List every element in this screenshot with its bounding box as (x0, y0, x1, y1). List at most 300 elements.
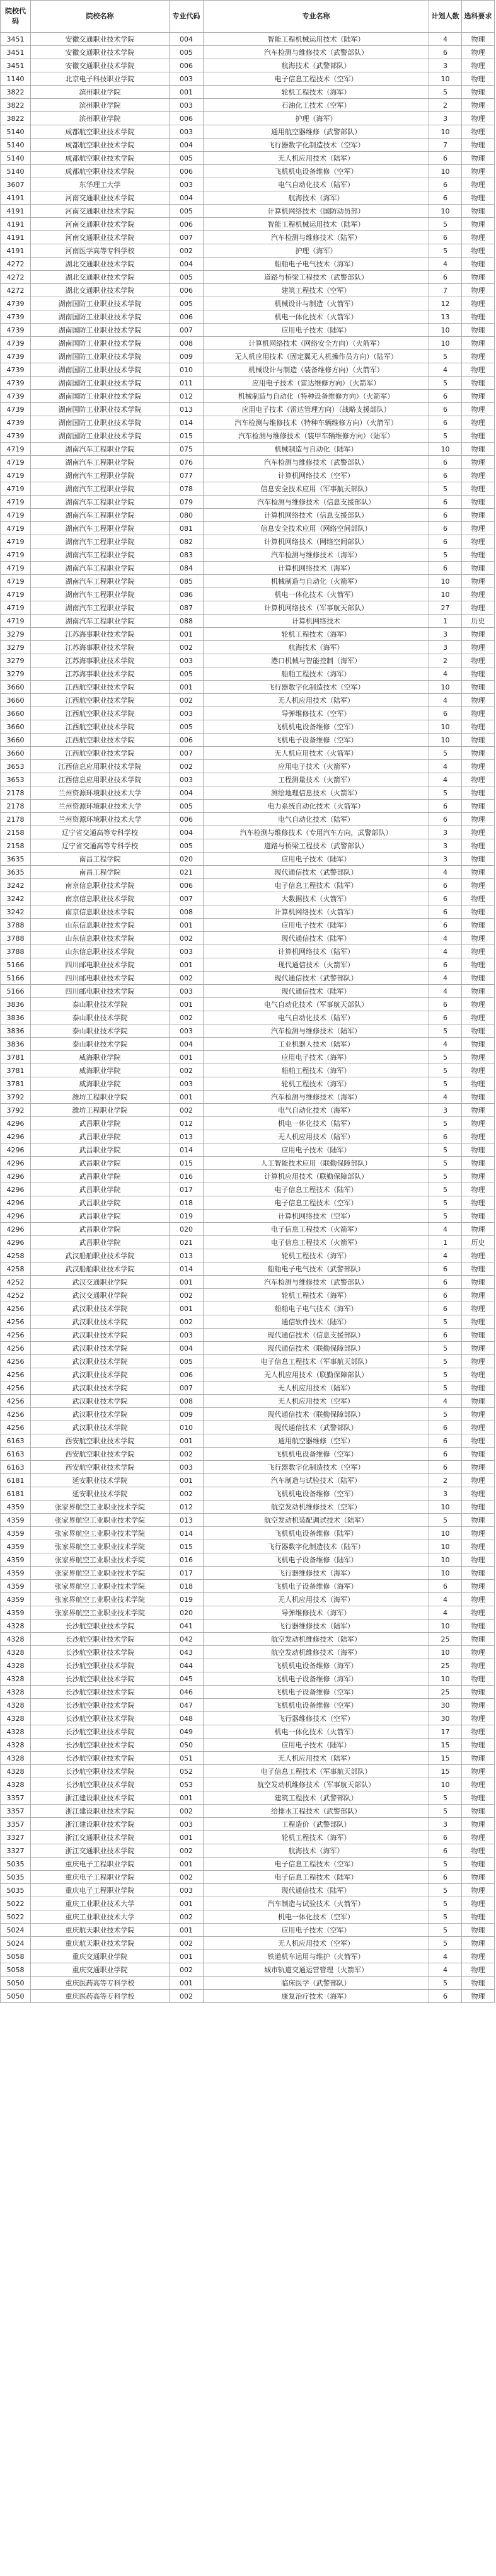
school-code-cell: 5166 (1, 985, 31, 998)
subject-requirement-cell: 物理 (462, 1091, 495, 1104)
major-code-cell: 002 (170, 1805, 204, 1818)
subject-requirement-cell: 物理 (462, 1580, 495, 1593)
major-name-cell: 电子信息工程技术（空军） (204, 72, 429, 86)
subject-requirement-cell: 物理 (462, 244, 495, 258)
subject-requirement-cell: 物理 (462, 1342, 495, 1355)
major-name-cell: 电子信息工程技术（军事航天部队） (204, 1355, 429, 1368)
table-row (1, 1950, 495, 1963)
plan-count-cell: 5 (429, 1382, 462, 1395)
school-code-cell: 5140 (1, 152, 31, 165)
major-name-cell: 现代通信技术（火箭军） (204, 958, 429, 972)
table-row (1, 99, 495, 112)
major-code-cell: 007 (170, 892, 204, 905)
subject-requirement-cell: 物理 (462, 1223, 495, 1236)
plan-count-cell: 10 (429, 1672, 462, 1686)
major-code-cell: 001 (170, 1051, 204, 1064)
major-code-cell: 012 (170, 390, 204, 403)
plan-count-cell: 5 (429, 429, 462, 443)
table-row (1, 1514, 495, 1527)
table-row (1, 1342, 495, 1355)
major-name-cell: 工业机器人技术（陆军） (204, 1038, 429, 1051)
school-name-cell: 武汉职业技术学院 (31, 1395, 170, 1408)
school-code-cell: 4256 (1, 1315, 31, 1329)
major-name-cell: 应用电子技术（雷达维修方向）（火箭军） (204, 377, 429, 390)
subject-requirement-cell: 物理 (462, 972, 495, 985)
plan-count-cell: 3 (429, 641, 462, 654)
table-row (1, 1262, 495, 1276)
subject-requirement-cell: 物理 (462, 535, 495, 548)
school-name-cell: 泰山职业技术学院 (31, 1038, 170, 1051)
plan-count-cell: 6 (429, 1130, 462, 1143)
subject-requirement-cell: 物理 (462, 1937, 495, 1950)
school-name-cell: 威海职业学院 (31, 1077, 170, 1091)
school-code-cell: 5035 (1, 1884, 31, 1897)
major-code-cell: 007 (170, 324, 204, 337)
major-name-cell: 电子信息工程技术（火箭军） (204, 1223, 429, 1236)
table-row (1, 1395, 495, 1408)
school-code-cell: 4719 (1, 601, 31, 615)
school-code-cell: 4359 (1, 1606, 31, 1620)
major-code-cell: 002 (170, 1990, 204, 2003)
subject-requirement-cell: 物理 (462, 707, 495, 720)
table-row (1, 1461, 495, 1474)
plan-count-cell: 6 (429, 152, 462, 165)
school-name-cell: 成都航空职业技术学院 (31, 125, 170, 139)
subject-requirement-cell: 物理 (462, 33, 495, 46)
subject-requirement-cell: 物理 (462, 1051, 495, 1064)
major-code-cell: 003 (170, 1329, 204, 1342)
major-name-cell: 导弹维修技术（空军） (204, 707, 429, 720)
school-code-cell: 5022 (1, 1910, 31, 1924)
school-name-cell: 武汉职业技术学院 (31, 1421, 170, 1434)
major-code-cell: 084 (170, 562, 204, 575)
plan-count-cell: 6 (429, 1421, 462, 1434)
table-row (1, 800, 495, 813)
subject-requirement-cell: 物理 (462, 1157, 495, 1170)
school-name-cell: 湖南国防工业职业技术学院 (31, 429, 170, 443)
table-row (1, 1884, 495, 1897)
plan-count-cell: 2 (429, 99, 462, 112)
plan-count-cell: 4 (429, 866, 462, 879)
subject-requirement-cell: 物理 (462, 1382, 495, 1395)
school-name-cell: 长沙航空职业技术学院 (31, 1659, 170, 1672)
major-code-cell: 005 (170, 1355, 204, 1368)
table-row (1, 509, 495, 522)
school-name-cell: 南京信息职业技术学院 (31, 905, 170, 919)
major-code-cell: 001 (170, 1791, 204, 1805)
major-name-cell: 汽车检测与维修技术（信息支援部队） (204, 496, 429, 509)
plan-count-cell: 2 (429, 1474, 462, 1487)
plan-count-cell: 5 (429, 1408, 462, 1421)
major-code-cell: 080 (170, 509, 204, 522)
school-code-cell: 3327 (1, 1831, 31, 1844)
school-code-cell: 4256 (1, 1408, 31, 1421)
school-name-cell: 武汉职业技术学院 (31, 1355, 170, 1368)
major-name-cell: 现代通信技术（联勤保障部队） (204, 1342, 429, 1355)
table-row (1, 337, 495, 350)
major-code-cell: 042 (170, 1633, 204, 1646)
school-code-cell: 4739 (1, 337, 31, 350)
major-name-cell: 航海技术（武警部队） (204, 59, 429, 72)
major-code-cell: 004 (170, 258, 204, 271)
major-code-cell: 005 (170, 271, 204, 284)
plan-count-cell: 5 (429, 1064, 462, 1077)
subject-requirement-cell: 物理 (462, 1990, 495, 2003)
school-name-cell: 威海职业学院 (31, 1051, 170, 1064)
major-code-cell: 045 (170, 1672, 204, 1686)
school-name-cell: 泰山职业技术学院 (31, 1011, 170, 1024)
school-code-cell: 2178 (1, 800, 31, 813)
major-code-cell: 014 (170, 1262, 204, 1276)
subject-requirement-cell: 物理 (462, 932, 495, 945)
school-code-cell: 3792 (1, 1104, 31, 1117)
school-code-cell: 4258 (1, 1262, 31, 1276)
subject-requirement-cell: 物理 (462, 152, 495, 165)
subject-requirement-cell: 物理 (462, 1725, 495, 1739)
school-name-cell: 武汉职业技术学院 (31, 1382, 170, 1395)
major-name-cell: 电子信息工程技术（空军） (204, 1858, 429, 1871)
school-name-cell: 湖南汽车工程职业学院 (31, 456, 170, 469)
school-code-cell: 5024 (1, 1924, 31, 1937)
school-name-cell: 成都航空职业技术学院 (31, 165, 170, 178)
plan-count-cell: 10 (429, 1527, 462, 1540)
major-code-cell: 001 (170, 919, 204, 932)
plan-count-cell: 6 (429, 905, 462, 919)
major-name-cell: 城市轨道交通运营管理（火箭军） (204, 1963, 429, 1977)
major-code-cell: 008 (170, 337, 204, 350)
major-name-cell: 计算机网络技术（网络安全方向）（火箭军） (204, 337, 429, 350)
school-name-cell: 长沙航空职业技术学院 (31, 1672, 170, 1686)
school-code-cell: 3660 (1, 694, 31, 707)
school-name-cell: 湖南汽车工程职业学院 (31, 562, 170, 575)
major-name-cell: 航空发动机维修技术（陆军） (204, 1633, 429, 1646)
table-row (1, 125, 495, 139)
table-row (1, 218, 495, 231)
table-row (1, 244, 495, 258)
school-name-cell: 武汉职业技术学院 (31, 1315, 170, 1329)
major-name-cell: 现代通信技术（陆军） (204, 1884, 429, 1897)
subject-requirement-cell: 物理 (462, 191, 495, 205)
school-name-cell: 湖南汽车工程职业学院 (31, 615, 170, 628)
school-code-cell: 4328 (1, 1646, 31, 1659)
major-code-cell: 014 (170, 416, 204, 429)
school-name-cell: 河南交通职业技术学院 (31, 191, 170, 205)
major-name-cell: 汽车检测与维修技术（海军） (204, 1091, 429, 1104)
header-school-name: 院校名称 (31, 1, 170, 33)
major-code-cell: 021 (170, 866, 204, 879)
subject-requirement-cell: 物理 (462, 1355, 495, 1368)
subject-requirement-cell: 物理 (462, 1884, 495, 1897)
major-name-cell: 应用电子技术（火箭军） (204, 760, 429, 773)
major-name-cell: 现代通信技术（陆军） (204, 985, 429, 998)
school-name-cell: 武昌职业学院 (31, 1170, 170, 1183)
plan-count-cell: 5 (429, 1937, 462, 1950)
subject-requirement-cell: 物理 (462, 218, 495, 231)
table-row (1, 1527, 495, 1540)
major-name-cell: 护理（海军） (204, 244, 429, 258)
table-row (1, 33, 495, 46)
school-code-cell: 4719 (1, 522, 31, 535)
table-row (1, 1064, 495, 1077)
table-row (1, 958, 495, 972)
major-name-cell: 人工智能技术应用（联勤保障部队） (204, 1157, 429, 1170)
school-name-cell: 张家界航空工业职业技术学院 (31, 1567, 170, 1580)
school-name-cell: 重庆电子工程职业学院 (31, 1871, 170, 1884)
major-code-cell: 019 (170, 1593, 204, 1606)
major-name-cell: 机电一体化技术（火箭军） (204, 588, 429, 601)
subject-requirement-cell: 物理 (462, 1117, 495, 1130)
major-code-cell: 004 (170, 139, 204, 152)
major-name-cell: 康复治疗技术（海军） (204, 1990, 429, 2003)
subject-requirement-cell: 物理 (462, 1818, 495, 1831)
table-row (1, 1871, 495, 1884)
table-row (1, 562, 495, 575)
plan-count-cell: 5 (429, 548, 462, 562)
subject-requirement-cell: 物理 (462, 178, 495, 191)
table-row (1, 853, 495, 866)
school-code-cell: 4256 (1, 1382, 31, 1395)
school-code-cell: 3279 (1, 654, 31, 667)
plan-count-cell: 6 (429, 958, 462, 972)
school-name-cell: 延安职业技术学院 (31, 1474, 170, 1487)
subject-requirement-cell: 物理 (462, 1831, 495, 1844)
major-name-cell: 现代通信技术（武警部队） (204, 972, 429, 985)
major-code-cell: 005 (170, 667, 204, 681)
school-name-cell: 武汉职业技术学院 (31, 1342, 170, 1355)
subject-requirement-cell: 物理 (462, 429, 495, 443)
school-name-cell: 湖南国防工业职业技术学院 (31, 310, 170, 324)
school-code-cell: 4328 (1, 1778, 31, 1791)
major-name-cell: 计算机网络技术 (204, 615, 429, 628)
school-name-cell: 湖南国防工业职业技术学院 (31, 337, 170, 350)
major-code-cell: 001 (170, 1924, 204, 1937)
subject-requirement-cell: 物理 (462, 1752, 495, 1765)
major-name-cell: 计算机网络技术（火箭军） (204, 905, 429, 919)
plan-count-cell: 6 (429, 522, 462, 535)
plan-count-cell: 6 (429, 1302, 462, 1315)
subject-requirement-cell: 物理 (462, 377, 495, 390)
school-code-cell: 1140 (1, 72, 31, 86)
school-code-cell: 4328 (1, 1712, 31, 1725)
table-row (1, 615, 495, 628)
plan-count-cell: 6 (429, 1871, 462, 1884)
plan-count-cell: 5 (429, 1170, 462, 1183)
school-code-cell: 4272 (1, 284, 31, 297)
school-name-cell: 张家界航空工业职业技术学院 (31, 1593, 170, 1606)
major-code-cell: 079 (170, 496, 204, 509)
major-code-cell: 001 (170, 1858, 204, 1871)
school-name-cell: 武昌职业学院 (31, 1210, 170, 1223)
school-name-cell: 湖北交通职业技术学院 (31, 271, 170, 284)
table-row (1, 879, 495, 892)
plan-count-cell: 5 (429, 1024, 462, 1038)
major-name-cell: 飞机机电设备维修（空军） (204, 1699, 429, 1712)
major-name-cell: 机械制造与自动化（特种设备维修方向）（火箭军） (204, 390, 429, 403)
major-name-cell: 机电一体化技术（火箭军） (204, 1725, 429, 1739)
table-row (1, 720, 495, 734)
major-code-cell: 003 (170, 945, 204, 958)
subject-requirement-cell: 物理 (462, 813, 495, 826)
plan-count-cell: 5 (429, 1514, 462, 1527)
school-name-cell: 湖南汽车工程职业学院 (31, 509, 170, 522)
subject-requirement-cell: 物理 (462, 1593, 495, 1606)
school-code-cell: 4739 (1, 403, 31, 416)
subject-requirement-cell: 物理 (462, 310, 495, 324)
major-name-cell: 信息安全技术应用（网络空间部队） (204, 522, 429, 535)
major-code-cell: 081 (170, 522, 204, 535)
school-code-cell: 4359 (1, 1553, 31, 1567)
school-code-cell: 3660 (1, 720, 31, 734)
school-code-cell: 4191 (1, 205, 31, 218)
subject-requirement-cell: 物理 (462, 1672, 495, 1686)
subject-requirement-cell: 物理 (462, 72, 495, 86)
table-row (1, 1183, 495, 1196)
school-code-cell: 4296 (1, 1117, 31, 1130)
plan-count-cell: 5 (429, 1805, 462, 1818)
school-code-cell: 4328 (1, 1752, 31, 1765)
school-code-cell: 5140 (1, 125, 31, 139)
table-row (1, 363, 495, 377)
subject-requirement-cell: 物理 (462, 985, 495, 998)
school-name-cell: 江西航空职业技术学院 (31, 747, 170, 760)
school-code-cell: 3451 (1, 46, 31, 59)
subject-requirement-cell: 物理 (462, 139, 495, 152)
major-code-cell: 002 (170, 244, 204, 258)
school-name-cell: 安徽交通职业技术学院 (31, 46, 170, 59)
major-code-cell: 006 (170, 112, 204, 125)
table-row (1, 985, 495, 998)
plan-count-cell: 15 (429, 1765, 462, 1778)
school-code-cell: 4719 (1, 535, 31, 548)
school-name-cell: 重庆工业职业技术大学 (31, 1897, 170, 1910)
school-code-cell: 4719 (1, 548, 31, 562)
school-name-cell: 重庆医药高等专科学校 (31, 1977, 170, 1990)
plan-count-cell: 6 (429, 919, 462, 932)
subject-requirement-cell: 物理 (462, 403, 495, 416)
major-name-cell: 给排水工程技术（武警部队） (204, 1805, 429, 1818)
plan-count-cell: 4 (429, 1091, 462, 1104)
table-row (1, 1990, 495, 2003)
school-name-cell: 武昌职业学院 (31, 1143, 170, 1157)
plan-count-cell: 4 (429, 363, 462, 377)
major-code-cell: 013 (170, 1130, 204, 1143)
major-name-cell: 船舶电子电气技术（武警部队） (204, 1262, 429, 1276)
table-row (1, 59, 495, 72)
table-row (1, 1646, 495, 1659)
major-code-cell: 011 (170, 377, 204, 390)
major-name-cell: 计算机网络技术（网络空间部队） (204, 535, 429, 548)
major-code-cell: 076 (170, 456, 204, 469)
subject-requirement-cell: 物理 (462, 601, 495, 615)
school-name-cell: 潍坊工程职业学院 (31, 1091, 170, 1104)
table-row (1, 1977, 495, 1990)
school-code-cell: 5035 (1, 1871, 31, 1884)
school-code-cell: 3357 (1, 1818, 31, 1831)
plan-count-cell: 5 (429, 482, 462, 496)
major-code-cell: 001 (170, 1091, 204, 1104)
table-row (1, 46, 495, 59)
major-code-cell: 002 (170, 1064, 204, 1077)
school-name-cell: 湖南汽车工程职业学院 (31, 482, 170, 496)
plan-count-cell: 4 (429, 760, 462, 773)
major-name-cell: 汽车检测与维修技术（专用汽车方向，武警部队） (204, 826, 429, 839)
school-code-cell: 3836 (1, 1038, 31, 1051)
table-row (1, 271, 495, 284)
school-code-cell: 3242 (1, 905, 31, 919)
subject-requirement-cell: 物理 (462, 734, 495, 747)
subject-requirement-cell: 物理 (462, 297, 495, 310)
plan-count-cell: 15 (429, 1752, 462, 1765)
major-code-cell: 044 (170, 1659, 204, 1672)
school-name-cell: 张家界航空工业职业技术学院 (31, 1580, 170, 1593)
major-code-cell: 002 (170, 760, 204, 773)
major-code-cell: 006 (170, 1368, 204, 1382)
school-code-cell: 3607 (1, 178, 31, 191)
subject-requirement-cell: 物理 (462, 86, 495, 99)
plan-count-cell: 4 (429, 667, 462, 681)
plan-count-cell: 6 (429, 1329, 462, 1342)
major-name-cell: 电力系统自动化技术（火箭军） (204, 800, 429, 813)
school-name-cell: 成都航空职业技术学院 (31, 152, 170, 165)
table-row (1, 1765, 495, 1778)
school-code-cell: 4191 (1, 218, 31, 231)
school-name-cell: 西安航空职业技术学院 (31, 1461, 170, 1474)
plan-count-cell: 6 (429, 1434, 462, 1448)
major-code-cell: 005 (170, 205, 204, 218)
plan-count-cell: 4 (429, 1223, 462, 1236)
subject-requirement-cell: 物理 (462, 879, 495, 892)
school-code-cell: 4328 (1, 1672, 31, 1686)
plan-count-cell: 4 (429, 945, 462, 958)
major-name-cell: 电气自动化技术（陆军） (204, 813, 429, 826)
school-name-cell: 武汉职业技术学院 (31, 1302, 170, 1315)
school-name-cell: 长沙航空职业技术学院 (31, 1699, 170, 1712)
subject-requirement-cell: 物理 (462, 1712, 495, 1725)
major-code-cell: 088 (170, 615, 204, 628)
table-row (1, 1104, 495, 1117)
school-code-cell: 6163 (1, 1461, 31, 1474)
major-name-cell: 无人机应用技术（固定翼无人机操作员方向）（陆军） (204, 350, 429, 363)
table-row (1, 998, 495, 1011)
major-code-cell: 050 (170, 1739, 204, 1752)
school-name-cell: 江西航空职业技术学院 (31, 734, 170, 747)
major-name-cell: 航海技术（海军） (204, 1844, 429, 1858)
major-code-cell: 010 (170, 1421, 204, 1434)
plan-count-cell: 4 (429, 985, 462, 998)
table-row (1, 1157, 495, 1170)
major-code-cell: 006 (170, 310, 204, 324)
major-name-cell: 计算机网络技术（国防动员部） (204, 205, 429, 218)
plan-count-cell: 5 (429, 1858, 462, 1871)
major-code-cell: 005 (170, 800, 204, 813)
plan-count-cell: 6 (429, 1011, 462, 1024)
plan-count-cell: 3 (429, 59, 462, 72)
major-code-cell: 015 (170, 1540, 204, 1553)
subject-requirement-cell: 物理 (462, 1844, 495, 1858)
major-name-cell: 船舶电子电气技术（海军） (204, 1302, 429, 1315)
school-name-cell: 武昌职业学院 (31, 1223, 170, 1236)
table-row (1, 152, 495, 165)
plan-count-cell: 6 (429, 998, 462, 1011)
plan-count-cell: 6 (429, 1831, 462, 1844)
subject-requirement-cell: 物理 (462, 112, 495, 125)
subject-requirement-cell: 物理 (462, 628, 495, 641)
plan-count-cell: 6 (429, 231, 462, 244)
table-row (1, 760, 495, 773)
plan-count-cell: 4 (429, 1038, 462, 1051)
school-name-cell: 湖南国防工业职业技术学院 (31, 350, 170, 363)
major-name-cell: 应用电子技术（陆军） (204, 919, 429, 932)
